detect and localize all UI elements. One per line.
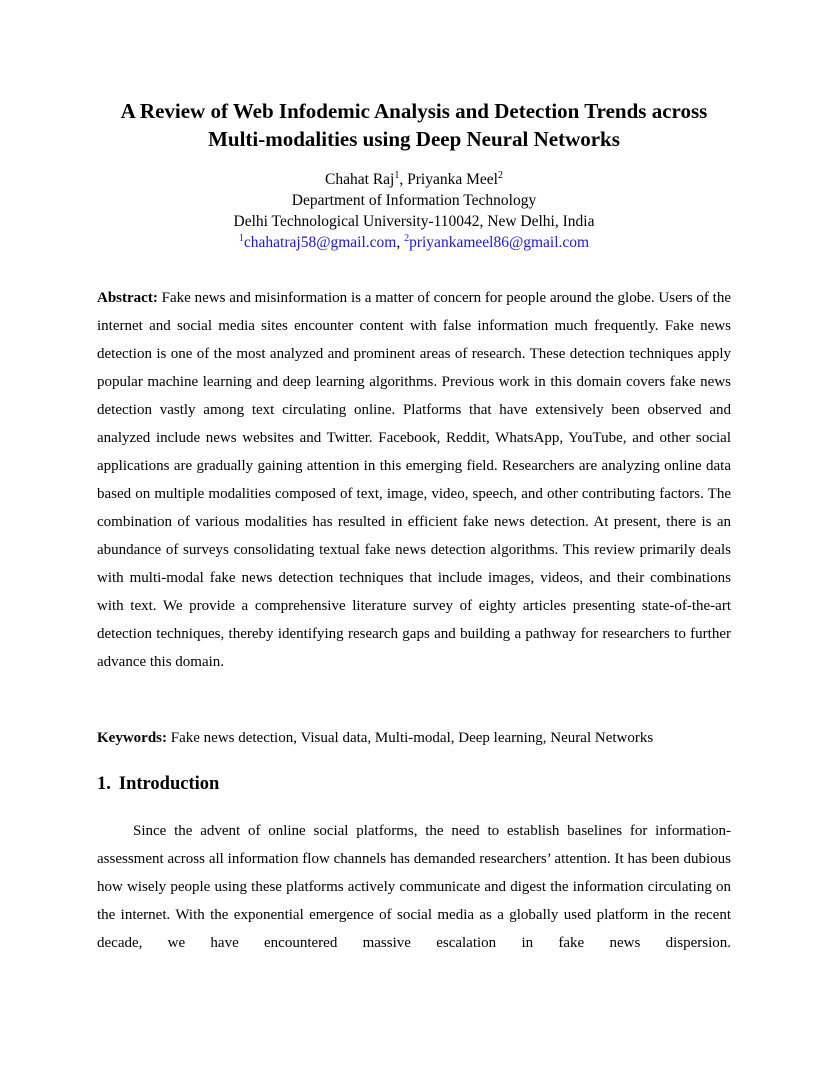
- keywords: [97, 726, 731, 750]
- keywords-text: Fake news detection, Visual data, Multi-modal, Deep learning, Neural Networks: [170, 730, 654, 746]
- email-link-2[interactable]: [404, 234, 589, 251]
- title-line-1: A Review of Web Infodemic Analysis and Detection Trends across: [120, 99, 708, 123]
- author-names: [60, 169, 768, 190]
- email-2: priyankameel86@gmail.com: [409, 234, 590, 251]
- author-1-name: Chahat Raj: [325, 171, 395, 188]
- author-2-name: Priyanka Meel: [407, 171, 498, 188]
- section-heading-introduction: [97, 771, 219, 797]
- email-separator: ,: [396, 234, 405, 251]
- abstract-text: Fake news and misinformation is a matter of concern for people around the globe. Users of the internet and social media sites encounter content with false information much frequently. Fake news detection is one of the most analyzed and prominent areas of research. These detection techniques apply popular machine learning and deep learning algorithms. Previous work in this domain covers fake news detection vastly among text circulating online. Platforms that have extensively been observed and analyzed include news websites and Twitter. Facebook, Reddit, WhatsApp, YouTube, and other social applications are gradually gaining attention in this emerging field. Researchers are analyzing online data based on multiple modalities composed of text, image, video, speech, and other contributing factors. The combination of various modalities has resulted in efficient fake news detection. At present, there is an abundance of surveys consolidating textual fake news detection algorithms. This review primarily deals with multi-modal fake news detection techniques that include images, videos, and their combinations with text. We provide a comprehensive literature survey of eighty articles presenting state-of-the-art detection techniques, thereby identifying research gaps and building a pathway for researchers to further advance this domain.: [97, 290, 731, 670]
- keywords-label: Keywords:: [97, 730, 167, 746]
- author-2-sup: 2: [497, 169, 503, 181]
- paper-title: [60, 97, 768, 153]
- author-1-sup: 1: [394, 169, 400, 181]
- author-block: [60, 169, 768, 253]
- abstract-label: Abstract:: [97, 290, 158, 306]
- email-1: chahatraj58@gmail.com: [243, 234, 397, 251]
- introduction-paragraph: Since the advent of online social platforms, the need to establish baselines for information-assessment across all information flow channels has demanded researchers’ attention. It has been dubious how wisely people using these platforms actively communicate and digest the information circulating on the internet. With the exponential emergence of social media as a globally used platform in the recent decade, we have encountered massive escalation in fake news dispersion.: [97, 823, 731, 951]
- abstract: [97, 284, 731, 676]
- email-link-1[interactable]: [239, 234, 396, 251]
- section-title: Introduction: [118, 774, 220, 794]
- section-number: 1.: [97, 774, 111, 794]
- author-department: Department of Information Technology: [291, 192, 537, 209]
- title-line-2: Multi-modalities using Deep Neural Networks: [208, 127, 620, 151]
- author-affiliation: Delhi Technological University-110042, New Delhi, India: [233, 213, 595, 230]
- author-separator: ,: [399, 171, 408, 188]
- author-emails: [60, 232, 768, 253]
- email-2-sup: 2: [404, 232, 410, 244]
- email-1-sup: 1: [238, 232, 244, 244]
